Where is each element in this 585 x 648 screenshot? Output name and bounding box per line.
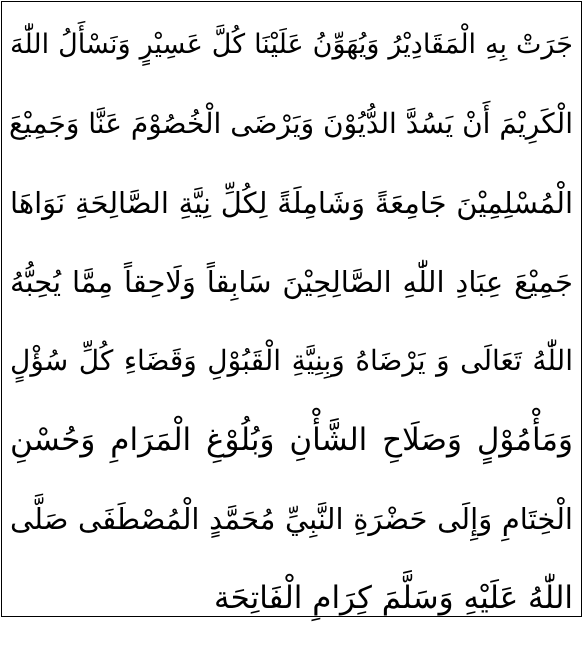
text-line-8: اللّٰهُ عَلَيْهِ وَسَلَّمَ كِرَامِ الْفَاتِحَة bbox=[213, 580, 573, 616]
document-page bbox=[1, 1, 582, 617]
text-line-7: الْخِتَامِ وَإِلَى حَضْرَةِ النَّبِيِّ مُحَمَّدٍ الْمُصْطَفَى صَلَّى bbox=[10, 502, 573, 536]
text-line-4: جَمِيْعَ عِبَادِ اللّٰهِ الصَّالِحِيْنَ سَابِقاً وَلَاحِقاً مِمَّا يُحِبُّهُ bbox=[10, 265, 573, 299]
text-line-2: الْكَرِيْمَ أَنْ يَسُدَّ الدُّيُوْنَ وَيَرْضَى الْخُصُوْمَ عَنَّا وَجَمِيْعَ bbox=[9, 107, 573, 140]
text-line-6: وَمَأْمُوْلٍ وَصَلَاحِ الشَّأْنِ وَبُلُوْغِ الْمَرَامِ وَحُسْنِ bbox=[10, 422, 573, 458]
text-line-3: الْمُسْلِمِيْنَ جَامِعَةً وَشَامِلَةً لِكُلِّ نِيَّةِ الصَّالِحَةِ نَوَاهَا bbox=[10, 186, 573, 220]
text-line-5: اللّٰهُ تَعَالَى وَ يَرْضَاهُ وَبِنِيَّةِ الْقَبُوْلِ وَقَضَاءِ كُلِّ سُؤْلٍ bbox=[10, 344, 573, 377]
text-line-1: جَرَتْ بِهِ الْمَقَادِيْرُ وَيُهَوِّنُ عَلَيْنَا كُلَّ عَسِيْرٍ وَنَسْأَلُ اللّٰهَ bbox=[10, 29, 573, 60]
arabic-prayer-text bbox=[10, 16, 573, 648]
